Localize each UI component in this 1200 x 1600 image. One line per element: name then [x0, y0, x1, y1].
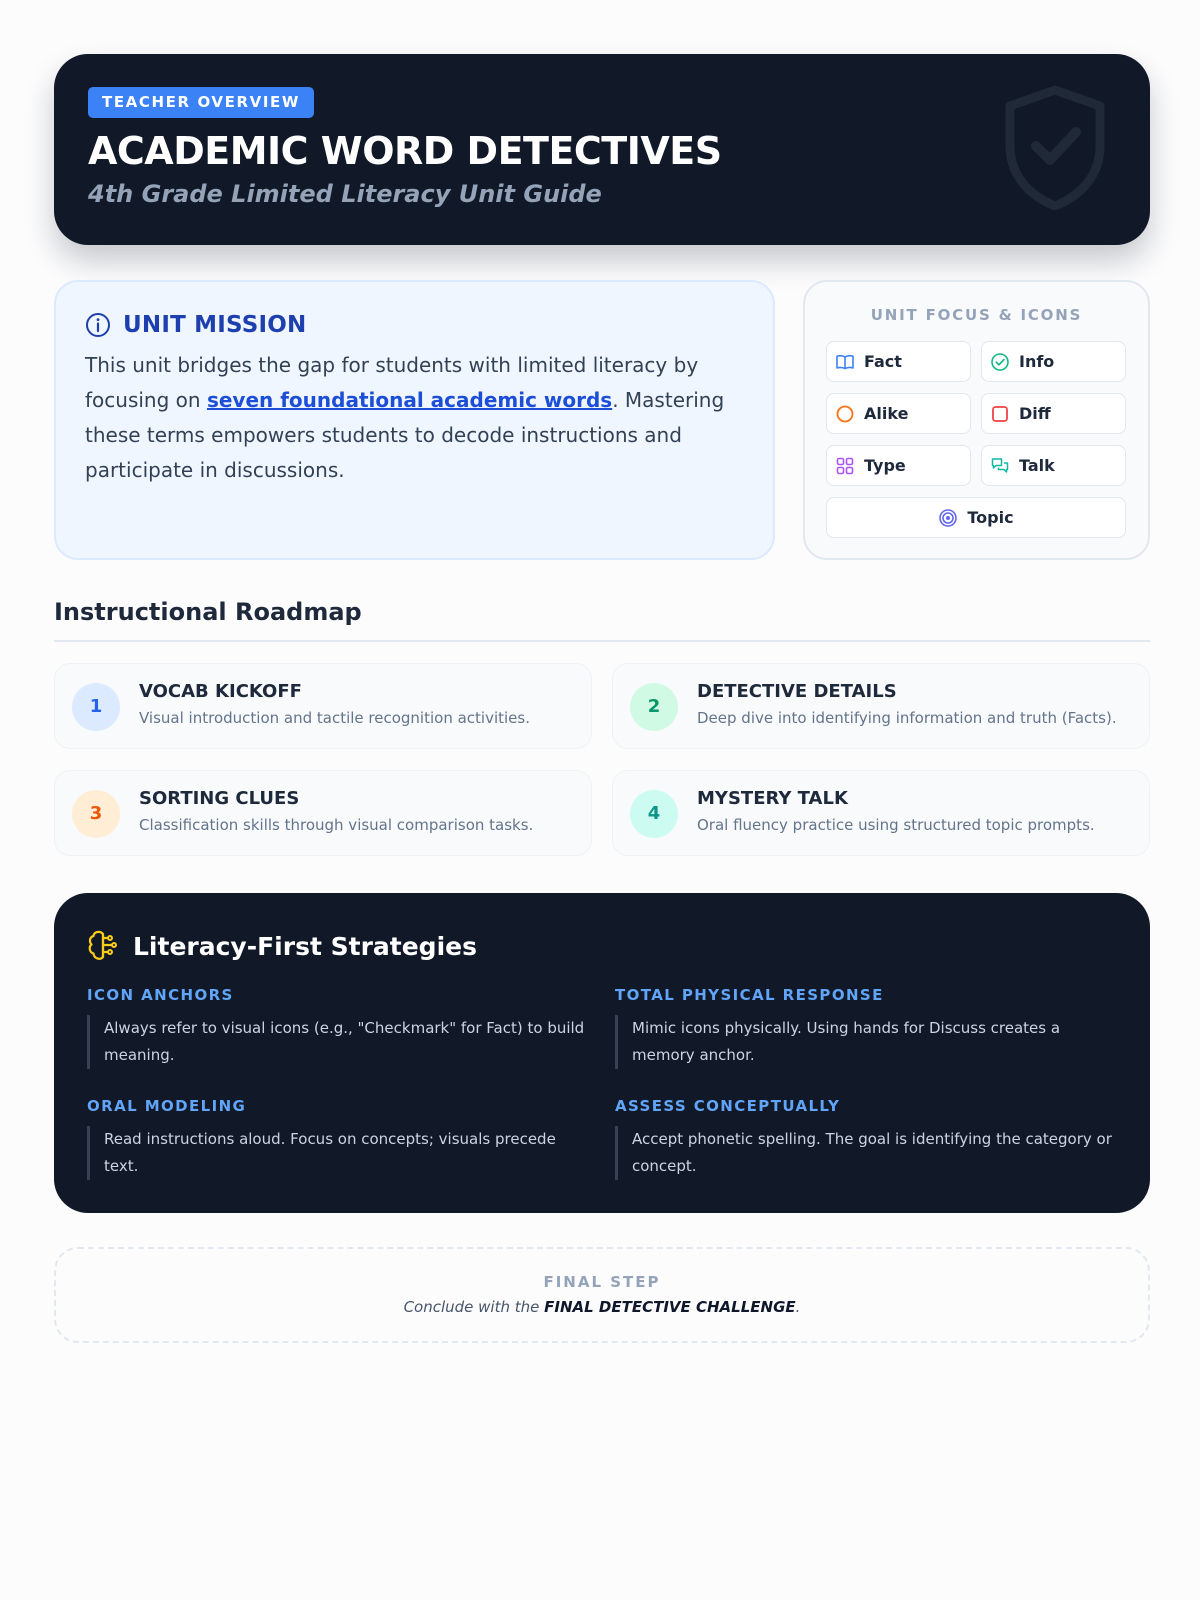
- teacher-overview-badge: TEACHER OVERVIEW: [88, 87, 314, 118]
- book-open-icon: [835, 352, 855, 372]
- focus-chip-info: [981, 341, 1126, 382]
- focus-chip-diff: [981, 393, 1126, 434]
- step-title: VOCAB KICKOFF: [139, 681, 302, 702]
- unit-mission-title: UNIT MISSION: [123, 312, 307, 338]
- strategy-text: Mimic icons physically. Using hands for Discuss creates a memory anchor.: [615, 1015, 1120, 1069]
- focus-chip-label: Alike: [864, 404, 909, 423]
- focus-chip-topic: [826, 497, 1126, 538]
- strategy-label: TOTAL PHYSICAL RESPONSE: [615, 986, 884, 1004]
- strategy-text: Always refer to visual icons (e.g., "Checkmark" for Fact) to build meaning.: [87, 1015, 592, 1069]
- unit-mission-header: [85, 312, 306, 338]
- focus-chip-label: Fact: [864, 352, 902, 371]
- strategy-item: [87, 1097, 592, 1180]
- page-title: ACADEMIC WORD DETECTIVES: [88, 129, 722, 173]
- strategy-label: ICON ANCHORS: [87, 986, 234, 1004]
- focus-chip-alike: [826, 393, 971, 434]
- chat-icon: [990, 456, 1010, 476]
- step-title: SORTING CLUES: [139, 788, 300, 809]
- final-challenge-emphasis: FINAL DETECTIVE CHALLENGE: [544, 1298, 796, 1316]
- info-icon: [85, 312, 111, 338]
- mission-text-part: . Mastering these terms empowers students to decode instructions and participate in discussions.: [85, 388, 725, 482]
- square-icon: [990, 404, 1010, 424]
- brain-icon: [87, 929, 119, 963]
- step-description: Deep dive into identifying information and truth (Facts).: [697, 709, 1117, 727]
- step-number-badge: 3: [72, 790, 120, 838]
- focus-chip-label: Topic: [967, 508, 1014, 527]
- roadmap-title: Instructional Roadmap: [54, 598, 362, 626]
- circle-icon: [835, 404, 855, 424]
- roadmap-step: [612, 770, 1150, 856]
- final-step-text: [56, 1298, 1148, 1316]
- step-title: DETECTIVE DETAILS: [697, 681, 897, 702]
- unit-focus-title: UNIT FOCUS & ICONS: [870, 306, 1083, 324]
- roadmap-step: [54, 663, 592, 749]
- step-number-badge: 2: [630, 683, 678, 731]
- roadmap-divider: [54, 640, 1150, 642]
- strategy-label: ASSESS CONCEPTUALLY: [615, 1097, 841, 1115]
- unit-focus-card: [803, 280, 1150, 560]
- check-circle-icon: [990, 352, 1010, 372]
- strategy-item: [87, 986, 592, 1069]
- roadmap-step: [54, 770, 592, 856]
- step-title: MYSTERY TALK: [697, 788, 848, 809]
- focus-chip-talk: [981, 445, 1126, 486]
- strategy-item: [615, 986, 1120, 1069]
- mission-highlight: seven foundational academic words: [206, 388, 613, 412]
- step-number-badge: 4: [630, 790, 678, 838]
- focus-chip-label: Talk: [1019, 456, 1055, 475]
- strategy-label: ORAL MODELING: [87, 1097, 247, 1115]
- header-banner: [54, 54, 1150, 245]
- strategies-title: Literacy-First Strategies: [133, 931, 477, 961]
- step-description: Classification skills through visual comparison tasks.: [139, 816, 534, 834]
- strategy-text: Read instructions aloud. Focus on concepts; visuals precede text.: [87, 1126, 592, 1180]
- strategy-item: [615, 1097, 1120, 1180]
- strategy-text: Accept phonetic spelling. The goal is identifying the category or concept.: [615, 1126, 1120, 1180]
- page-subtitle: 4th Grade Limited Literacy Unit Guide: [88, 180, 602, 208]
- unit-mission-text: [85, 348, 745, 488]
- step-description: Oral fluency practice using structured topic prompts.: [697, 816, 1095, 834]
- target-icon: [938, 508, 958, 528]
- focus-chip-type: [826, 445, 971, 486]
- step-number-badge: 1: [72, 683, 120, 731]
- strategies-header: [87, 929, 477, 963]
- focus-chip-label: Info: [1019, 352, 1055, 371]
- grid-icon: [835, 456, 855, 476]
- shield-check-icon: [1002, 84, 1108, 210]
- focus-chip-label: Type: [864, 456, 906, 475]
- focus-chip-label: Diff: [1019, 404, 1051, 423]
- step-description: Visual introduction and tactile recognition activities.: [139, 709, 530, 727]
- mission-text-part: This unit bridges the gap for students with limited literacy by focusing on: [85, 353, 699, 412]
- final-step-label: FINAL STEP: [543, 1273, 661, 1291]
- focus-chip-fact: [826, 341, 971, 382]
- strategies-card: [54, 893, 1150, 1213]
- final-step-box: [54, 1247, 1150, 1343]
- final-text-part: Conclude with the: [403, 1298, 545, 1316]
- final-text-part: .: [795, 1298, 801, 1316]
- roadmap-step: [612, 663, 1150, 749]
- unit-mission-card: [54, 280, 775, 560]
